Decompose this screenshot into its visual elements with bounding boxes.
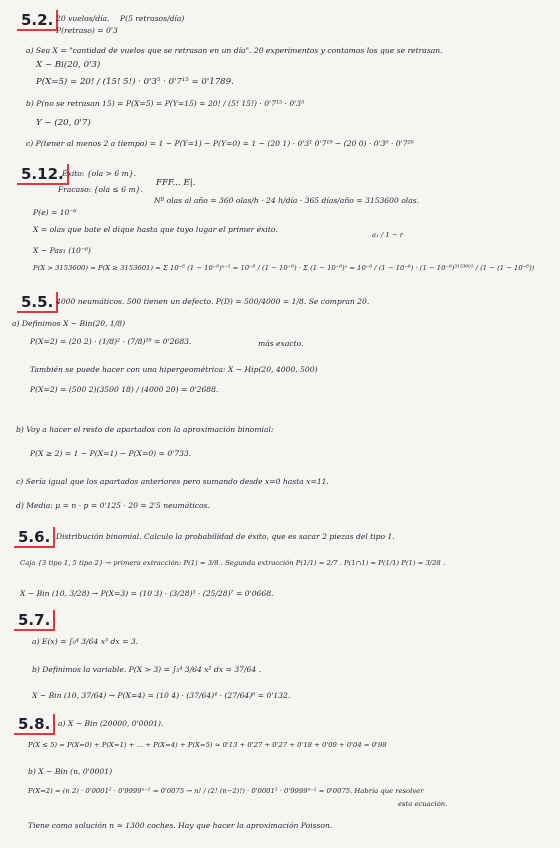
s57-b-result: X ~ Bin (10, 37/64) → P(X=4) = (10 4) · (37/64)⁴ · (27/64)⁶ = 0'132.: [32, 691, 291, 700]
section-heading-5-6: 5.6.: [18, 529, 50, 545]
s512-variable-definition: X = olas que bate el dique hasta que tuyo lugar el primer éxito.: [33, 225, 278, 234]
section-heading-5-5: 5.5.: [21, 294, 53, 310]
s512-probability: P(X > 3153600) = P(X ≥ 3153601) = Σ 10⁻⁶ (1 − 10⁻⁶)ˣ⁻¹ = 10⁻⁶ / (1 − 10⁻⁶) · Σ (1 − 10⁻⁶)ˣ = 10⁻⁶ / (1 − 10⁻⁶) · (1 − 10⁻⁶)³¹⁵³⁶⁰¹ / (1 − (1 − 10⁻⁶)): [33, 264, 535, 272]
s58-b-distribution: b) X ~ Bin (n, 0'0001): [28, 767, 113, 776]
s52-a-distribution: X ~ Bi(20, 0'3): [36, 60, 101, 70]
s55-a-definition: a) Definimos X ~ Bin(20, 1/8): [12, 319, 126, 328]
s52-c-result: c) P(tener al menos 2 a tiempo) = 1 − P(Y=1) − P(Y=0) = 1 − (20 1) · 0'3¹ 0'7¹⁹ − (20 0) · 0'3⁰ · 0'7²⁰: [26, 139, 414, 148]
s55-a-binomial-result: P(X=2) = (20 2) · (1/8)² · (7/8)¹⁸ = 0'2683.: [30, 337, 192, 346]
s57-a-expectation: a) E(x) = ∫₀⁴ 3/64 x³ dx = 3.: [32, 637, 139, 646]
s55-a-hypergeometric-result: P(X=2) = (500 2)(3500 18) / (4000 20) = 0'2688.: [30, 385, 219, 394]
s58-a-distribution: a) X ~ Bin (20000, 0'0001).: [58, 719, 164, 728]
section-heading-5-12: 5.12.: [21, 166, 64, 182]
s512-prob-success: P(e) = 10⁻⁶: [33, 208, 77, 217]
s58-b-solution: Tiene como solución n ≈ 1300 coches. Hay que hacer la aproximación Poisson.: [28, 821, 333, 830]
section-heading-5-8: 5.8.: [18, 716, 50, 732]
s55-b-result: P(X ≥ 2) = 1 − P(X=1) − P(X=0) = 0'733.: [30, 449, 192, 458]
s58-a-result: P(X ≤ 5) = P(X=0) + P(X=1) + ... + P(X=4) + P(X=5) ≈ 0'13 + 0'27 + 0'27 + 0'18 + 0'09 + 0'04 = 0'98: [28, 741, 387, 749]
s512-distribution: X ~ Pas₁ (10⁻⁶): [33, 246, 91, 255]
s512-sequence: FFF... E|.: [156, 178, 196, 188]
s56-extractions: Caja {3 tipo 1, 5 tipo 2} → primera extracción: P(1) = 3/8 . Segunda extracción P(1/1) = 2/7 . P(1∩1) = P(1/1) P(1) = 3/28 .: [20, 559, 446, 567]
s56-statement: Distribución binomial. Calculo la probabilidad de éxito, que es sacar 2 piezas del tipo 1.: [56, 532, 395, 541]
s512-failure: Fracaso: {ola ≤ 6 m}.: [58, 185, 143, 194]
s52-line-target: P(5 retrasos/día): [120, 14, 185, 23]
s58-b-equation: P(X=2) = (n 2) · 0'0001² · 0'9999ⁿ⁻² = 0'0075 → n! / (2! (n−2)!) · 0'0001² · 0'9999ⁿ⁻² = 0'0075. Habría que resolver: [28, 787, 424, 795]
section-heading-5-2: 5.2.: [21, 12, 53, 28]
s512-geometric-fraction: a₁ / 1 − r: [372, 231, 403, 239]
s58-b-equation-cont: esta ecuación.: [398, 800, 448, 808]
s55-b-intro: b) Voy a hacer el resto de apartados con la aproximación binomial:: [16, 425, 274, 434]
s55-d: d) Media: μ = n · p = 0'125 · 20 = 2'5 neumáticos.: [16, 501, 210, 510]
section-heading-5-7: 5.7.: [18, 612, 50, 628]
s52-line-flights: 20 vuelos/día.: [56, 14, 110, 23]
s52-b-result: b) P(no se retrasan 15) = P(X=5) = P(Y=15) = 20! / (5! 15!) · 0'7¹⁵ · 0'3⁵: [26, 99, 305, 108]
s52-b-distribution: Y ~ (20, 0'7): [36, 118, 91, 128]
s512-waves-per-year: Nº olas al año = 360 olas/h · 24 h/día · 365 días/año = 3153600 olas.: [154, 196, 420, 205]
s55-c: c) Sería igual que los apartados anteriores pero sumando desde x=0 hasta x=11.: [16, 477, 329, 486]
s55-a-note: más exacto.: [258, 339, 304, 348]
s57-b-probability: b) Definimos la variable. P(X > 3) = ∫₃⁴ 3/64 x² dx = 37/64 .: [32, 665, 262, 674]
s52-a-result: P(X=5) = 20! / (15! 5!) · 0'3⁵ · 0'7¹⁵ = 0'1789.: [36, 77, 234, 87]
s55-statement: 4000 neumáticos. 500 tienen un defecto. P(D) = 500/4000 = 1/8. Se compran 20.: [56, 297, 370, 306]
s52-line-prob: P(retraso) = 0'3: [56, 26, 118, 35]
s55-a-hypergeometric: También se puede hacer con una hipergeométrica: X ~ Hip(20, 4000, 500): [30, 365, 318, 374]
s52-a-definition: a) Sea X = "cantidad de vuelos que se retrasan en un día". 20 experimentos y contamos los que se retrasan.: [26, 46, 443, 55]
s512-success: Éxito: {ola > 6 m}.: [62, 169, 137, 178]
s56-result: X ~ Bin (10, 3/28) → P(X=3) = (10 3) · (3/28)³ · (25/28)⁷ = 0'0668.: [20, 589, 274, 598]
